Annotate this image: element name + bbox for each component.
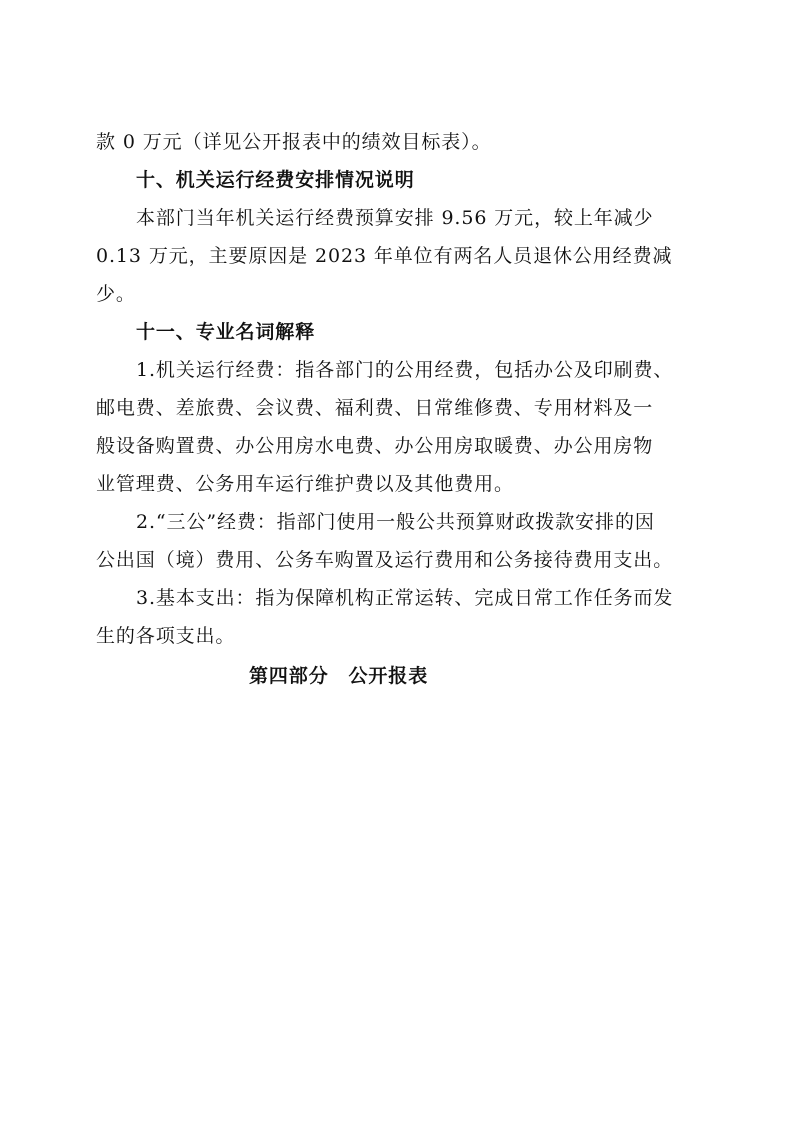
section-10-text-line-1: 本部门当年机关运行经费预算安排 9.56 万元，较上年减少 bbox=[136, 207, 654, 229]
part-four-title: 第四部分 公开报表 bbox=[249, 665, 429, 687]
document-page bbox=[96, 123, 696, 695]
section-heading-11: 十一、专业名词解释 bbox=[136, 321, 316, 343]
section-heading-10: 十、机关运行经费安排情况说明 bbox=[136, 169, 415, 191]
definition-3-line-1: 3.基本支出：指为保障机构正常运转、完成日常工作任务而发 bbox=[136, 587, 674, 609]
definition-1-line-1: 1.机关运行经费：指各部门的公用经费，包括办公及印刷费、 bbox=[136, 359, 674, 381]
definition-2-line-2: 公出国（境）费用、公务车购置及运行费用和公务接待费用支出。 bbox=[96, 549, 674, 571]
definition-3-line-2: 生的各项支出。 bbox=[96, 625, 236, 647]
definition-1-line-4: 业管理费、公务用车运行维护费以及其他费用。 bbox=[96, 473, 514, 495]
definition-1-line-3: 般设备购置费、办公用房水电费、办公用房取暖费、办公用房物 bbox=[96, 435, 654, 457]
section-10-text-line-3: 少。 bbox=[96, 283, 136, 305]
definition-2-line-1: 2.“三公”经费：指部门使用一般公共预算财政拨款安排的因 bbox=[136, 511, 655, 533]
definition-1-line-2: 邮电费、差旅费、会议费、福利费、日常维修费、专用材料及一 bbox=[96, 397, 654, 419]
section-10-text-line-2: 0.13 万元，主要原因是 2023 年单位有两名人员退休公用经费减 bbox=[96, 245, 673, 267]
paragraph-continuation: 款 0 万元（详见公开报表中的绩效目标表）。 bbox=[96, 131, 492, 153]
